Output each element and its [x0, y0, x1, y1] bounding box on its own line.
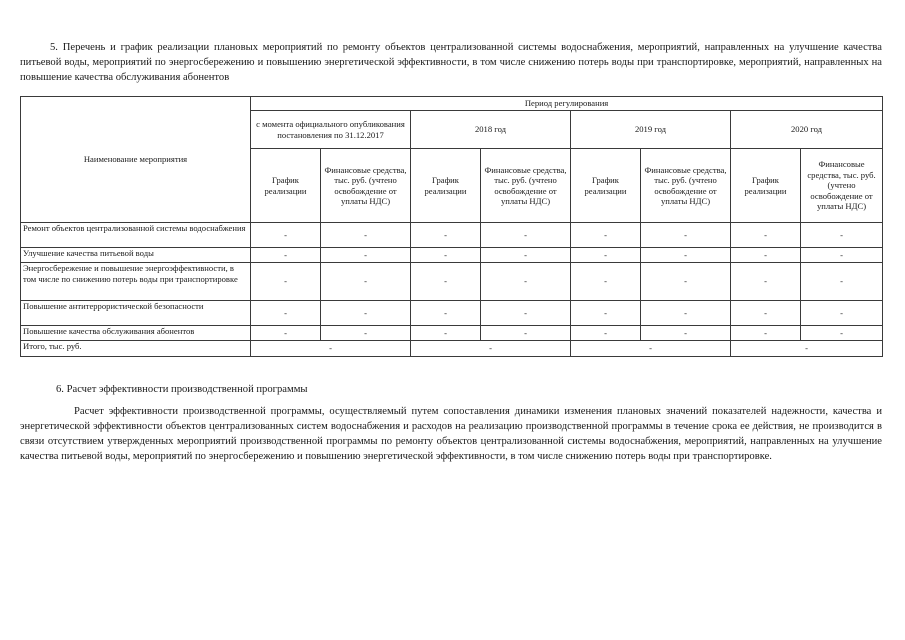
total-value: - — [251, 341, 411, 357]
cell-value: - — [571, 248, 641, 263]
subheader-finance: Финансовые средства, тыс. руб. (учтено освобождение от уплаты НДС) — [321, 149, 411, 223]
table-row — [21, 223, 883, 248]
cell-value: - — [571, 326, 641, 341]
table-row — [21, 248, 883, 263]
cell-value: - — [321, 248, 411, 263]
cell-value: - — [481, 223, 571, 248]
cell-value: - — [641, 326, 731, 341]
row-name: Повышение антитеррористической безопасности — [21, 301, 251, 326]
cell-value: - — [321, 263, 411, 301]
period-header-2019: 2019 год — [571, 111, 731, 149]
cell-value: - — [481, 248, 571, 263]
total-value: - — [411, 341, 571, 357]
plan-table — [20, 96, 883, 357]
period-header-initial: с момента официального опубликования постановления по 31.12.2017 — [251, 111, 411, 149]
subheader-schedule: График реализации — [731, 149, 801, 223]
subheader-schedule: График реализации — [251, 149, 321, 223]
period-header-2020: 2020 год — [731, 111, 883, 149]
total-row — [21, 341, 883, 357]
cell-value: - — [481, 301, 571, 326]
cell-value: - — [571, 223, 641, 248]
subheader-finance: Финансовые средства, тыс. руб. (учтено освобождение от уплаты НДС) — [801, 149, 883, 223]
cell-value: - — [641, 223, 731, 248]
cell-value: - — [801, 326, 883, 341]
cell-value: - — [641, 301, 731, 326]
cell-value: - — [251, 263, 321, 301]
cell-value: - — [641, 263, 731, 301]
table-row — [21, 263, 883, 301]
cell-value: - — [571, 301, 641, 326]
header-row-1 — [21, 97, 883, 111]
cell-value: - — [411, 326, 481, 341]
period-header-2018: 2018 год — [411, 111, 571, 149]
cell-value: - — [321, 301, 411, 326]
cell-value: - — [411, 248, 481, 263]
row-name: Улучшение качества питьевой воды — [21, 248, 251, 263]
cell-value: - — [801, 223, 883, 248]
cell-value: - — [731, 223, 801, 248]
section-6-title: 6. Расчет эффективности производственной программы — [56, 384, 308, 395]
cell-value: - — [411, 301, 481, 326]
cell-value: - — [801, 263, 883, 301]
cell-value: - — [731, 248, 801, 263]
cell-value: - — [251, 223, 321, 248]
total-value: - — [571, 341, 731, 357]
cell-value: - — [251, 326, 321, 341]
total-label: Итого, тыс. руб. — [21, 341, 251, 357]
row-name: Ремонт объектов централизованной системы водоснабжения — [21, 223, 251, 248]
row-name: Энергосбережение и повышение энергоэффективности, в том числе по снижению потерь воды при транспортировке — [21, 263, 251, 301]
table-row — [21, 301, 883, 326]
cell-value: - — [571, 263, 641, 301]
subheader-schedule: График реализации — [411, 149, 481, 223]
cell-value: - — [411, 223, 481, 248]
section-5-title: 5. Перечень и график реализации плановых мероприятий по ремонту объектов централизованной системы водоснабжения, мероприятий, направленных на улучшение качества питьевой воды, мероприятий по энергосбережению и повышению энергетической эффективности, в том числе снижению потерь воды при транспортировке, мероприятий, направленных на повышение качества обслуживания абонентов — [20, 42, 882, 83]
cell-value: - — [321, 223, 411, 248]
cell-value: - — [251, 301, 321, 326]
cell-value: - — [801, 301, 883, 326]
section-6-paragraph: Расчет эффективности производственной программы, осуществляемый путем сопоставления динамики изменения плановых значений показателей надежности, качества и энергетической эффективности объектов централизованных систем водоснабжения и расходов на реализацию производственной программы в течение срока ее действия, не производится в связи отсутствием утвержденных мероприятий производственной программы по ремонту объектов централизованной системы водоснабжения, мероприятий, направленных на улучшение качества питьевой воды, мероприятий по энергосбережению и повышению энергетической эффективности, в том числе снижению потерь воды при транспортировке. — [20, 406, 882, 462]
cell-value: - — [801, 248, 883, 263]
cell-value: - — [731, 301, 801, 326]
table-row — [21, 326, 883, 341]
cell-value: - — [321, 326, 411, 341]
row-name: Повышение качества обслуживания абонентов — [21, 326, 251, 341]
cell-value: - — [411, 263, 481, 301]
subheader-finance: Финансовые средства, тыс. руб. (учтено освобождение от уплаты НДС) — [641, 149, 731, 223]
cell-value: - — [481, 263, 571, 301]
total-value: - — [731, 341, 883, 357]
cell-value: - — [481, 326, 571, 341]
subheader-schedule: График реализации — [571, 149, 641, 223]
name-column-header: Наименование мероприятия — [21, 97, 251, 223]
subheader-finance: Финансовые средства, тыс. руб. (учтено освобождение от уплаты НДС) — [481, 149, 571, 223]
cell-value: - — [251, 248, 321, 263]
cell-value: - — [731, 263, 801, 301]
cell-value: - — [641, 248, 731, 263]
period-header: Период регулирования — [251, 97, 883, 111]
cell-value: - — [731, 326, 801, 341]
